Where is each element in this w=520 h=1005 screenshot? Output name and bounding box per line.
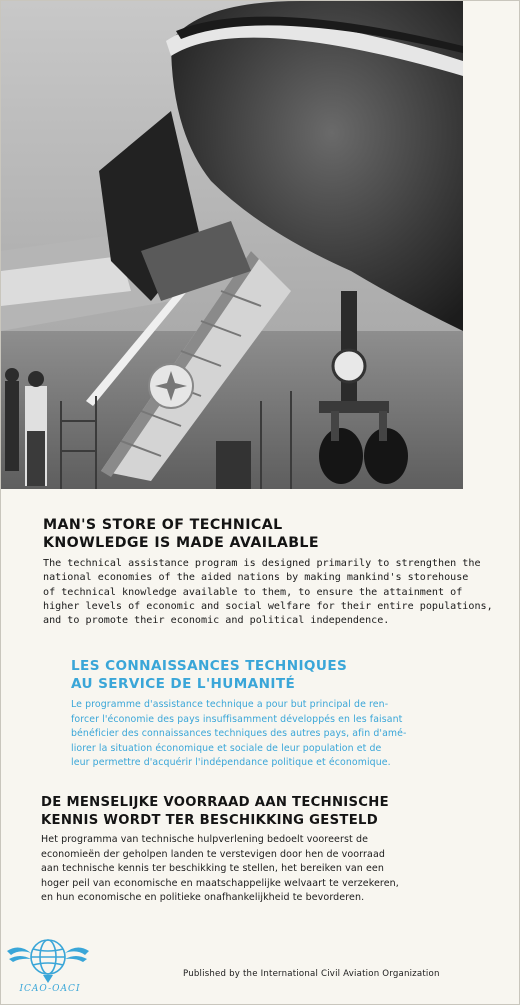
english-paragraph-line: higher levels of economic and social welfare for their entire populations,: [43, 600, 493, 612]
french-heading: [71, 657, 471, 693]
aircraft-photo: [1, 1, 463, 489]
dutch-paragraph: [41, 833, 467, 906]
dutch-paragraph-line: aan technische kennis ter beschikking te stellen, het bereiken van een: [41, 863, 384, 875]
english-paragraph-line: The technical assistance program is designed primarily to strengthen the: [43, 558, 481, 569]
french-heading-line: AU SERVICE DE L'HUMANITÉ: [71, 676, 296, 692]
french-paragraph-line: bénéficier des connaissances techniques des autres pays, afin d'amé-: [71, 728, 407, 740]
dutch-paragraph-line: en hun economische en politieke onafhankelijkheid te bevorderen.: [41, 892, 365, 904]
dutch-paragraph-line: Het programma van technische hulpverlening bedoelt vooreerst de: [41, 834, 369, 845]
french-paragraph: [71, 698, 465, 771]
english-paragraph: [43, 557, 493, 628]
publisher-credit: Published by the International Civil Aviation Organization: [183, 969, 440, 979]
french-heading-line: LES CONNAISSANCES TECHNIQUES: [71, 658, 348, 674]
aircraft-nose-photo: [1, 1, 463, 489]
dutch-heading: [41, 794, 471, 829]
icao-logo-text: ICAO-OACI: [19, 984, 81, 994]
french-paragraph-line: forcer l'économie des pays insuffisamment développés en les faisant: [71, 713, 403, 725]
french-paragraph-line: leur permettre d'acquérir l'indépendance politique et économique.: [71, 757, 391, 769]
dutch-paragraph-line: economieën der geholpen landen te verstevigen door hen de voorraad: [41, 848, 386, 860]
dutch-paragraph-line: hoger peil van economische en maatschappelijke welvaart te verzekeren,: [41, 877, 399, 889]
english-paragraph-line: national economies of the aided nations by making mankind's storehouse: [43, 572, 469, 584]
english-heading-line: MAN'S STORE OF TECHNICAL: [43, 517, 283, 533]
english-heading-line: KNOWLEDGE IS MADE AVAILABLE: [43, 535, 319, 551]
french-paragraph-line: liorer la situation économique et sociale de leur population et de: [71, 742, 382, 754]
english-paragraph-line: of technical knowledge available to them, to ensure the attainment of: [43, 586, 463, 598]
english-heading: [43, 516, 463, 552]
icao-emblem-icon: [5, 931, 91, 987]
dutch-heading-line: KENNIS WORDT TER BESCHIKKING GESTELD: [41, 812, 378, 828]
english-paragraph-line: and to promote their economic and political independence.: [43, 615, 390, 627]
french-paragraph-line: Le programme d'assistance technique a pour but principal de ren-: [71, 699, 389, 710]
dutch-heading-line: DE MENSELIJKE VOORRAAD AAN TECHNISCHE: [41, 795, 389, 810]
